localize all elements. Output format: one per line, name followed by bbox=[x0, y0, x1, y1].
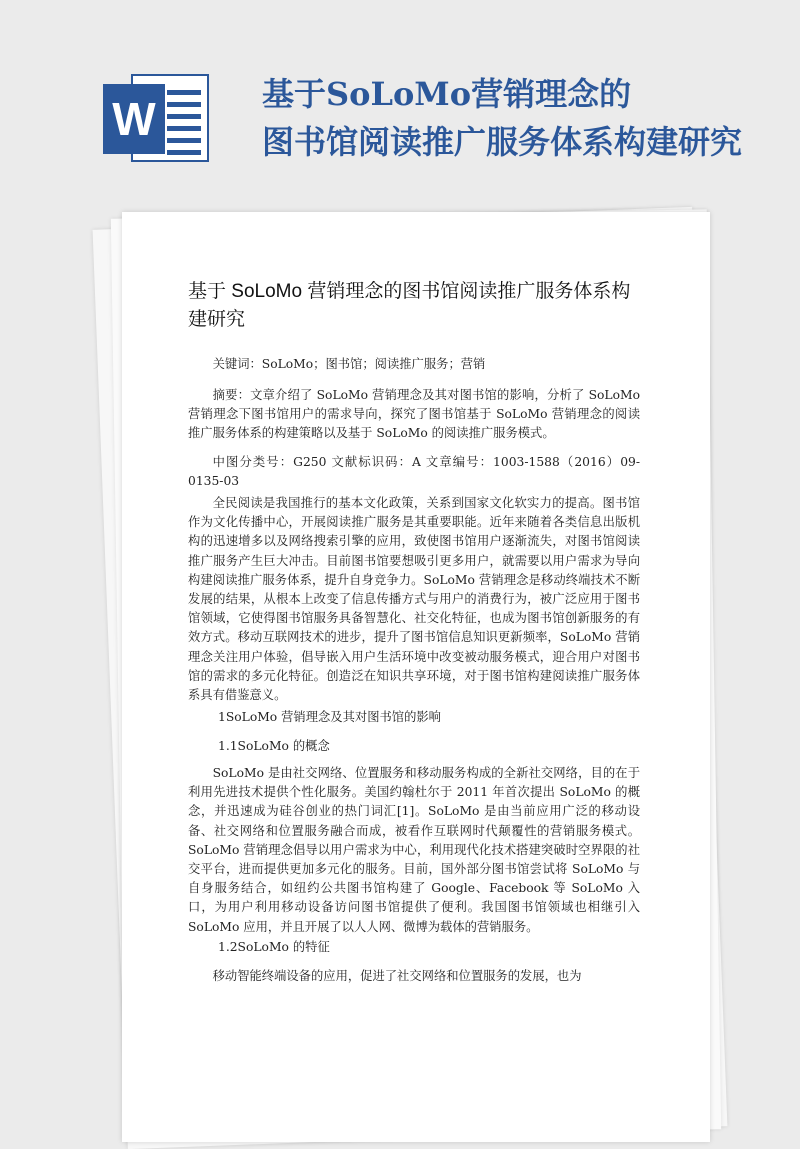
abstract: 摘要：文章介绍了 SoLoMo 营销理念及其对图书馆的影响，分析了 SoLoMo 营销理念下图书馆用户的需求导向，探究了图书馆基于 SoLoMo 营销理念的阅读推广服务体系的构建策略以及基于 SoLoMo 的阅读推广服务模式。 bbox=[188, 388, 640, 441]
word-logo-letter: W bbox=[103, 84, 165, 154]
document-page bbox=[122, 212, 710, 1142]
section-heading-1: 1SoLoMo 营销理念及其对图书馆的影响 bbox=[218, 710, 441, 724]
keywords: 关键词：SoLoMo；图书馆；阅读推广服务；营销 bbox=[212, 357, 486, 371]
banner-title-line1: 基于SoLoMo营销理念的 bbox=[262, 75, 632, 113]
section-1-1-paragraph: SoLoMo 是由社交网络、位置服务和移动服务构成的全新社交网络，目的在于利用先进技术提供个性化服务。美国约翰杜尔于 2011 年首次提出 SoLoMo 的概念，并迅速成为硅谷创业的热门词汇[1]。SoLoMo 是由当前应用广泛的移动设备、社交网络和位置服务融合而成，被看作互联网时代颠覆性的营销服务模式。SoLoMo 营销理念倡导以用户需求为中心，利用现代化技术搭建突破时空界限的社交平台，进而提供更加多元化的服务。目前，国外部分图书馆尝试将 SoLoMo 与自身服务结合，如纽约公共图书馆构建了 Google、Facebook 等 SoLoMo 入口，为用户利用移动设备访问图书馆提供了便利。我国图书馆领域也相继引入 SoLoMo 应用，并且开展了以人人网、微博为载体的营销服务。 bbox=[188, 766, 640, 934]
banner-title-line2: 图书馆阅读推广服务体系构建研究 bbox=[262, 123, 743, 161]
banner-title bbox=[262, 70, 742, 166]
classification-info: 中图分类号：G250 文献标识码：A 文章编号：1003-1588（2016）09-0135-03 bbox=[188, 455, 640, 489]
section-heading-1-1: 1.1SoLoMo 的概念 bbox=[218, 739, 330, 753]
section-1-2-paragraph: 移动智能终端设备的应用，促进了社交网络和位置服务的发展，也为 bbox=[212, 969, 582, 983]
banner bbox=[0, 0, 800, 210]
document-title: 基于 SoLoMo 营销理念的图书馆阅读推广服务体系构建研究 bbox=[188, 281, 631, 330]
word-document-icon bbox=[103, 68, 213, 168]
section-heading-1-2: 1.2SoLoMo 的特征 bbox=[218, 940, 330, 954]
intro-paragraph: 全民阅读是我国推行的基本文化政策，关系到国家文化软实力的提高。图书馆作为文化传播中心，开展阅读推广服务是其重要职能。近年来随着各类信息出版机构的迅速增多以及网络搜索引擎的应用，致使图书馆用户逐渐流失，对图书馆阅读推广服务产生巨大冲击。目前图书馆要想吸引更多用户，就需要以用户需求为导向构建阅读推广服务体系，提升自身竞争力。SoLoMo 营销理念是移动终端技术不断发展的结果，从根本上改变了信息传播方式与用户的消费行为，被广泛应用于图书馆领域，它使得图书馆服务具备智慧化、社交化特征，也成为图书馆创新服务的有效方式。移动互联网技术的进步，提升了图书馆信息知识更新频率，SoLoMo 营销理念关注用户体验，倡导嵌入用户生活环境中改变被动服务模式，迎合用户对图书馆的需求的多元化特征。创造泛在知识共享环境，对于图书馆构建阅读推广服务体系具有借鉴意义。 bbox=[188, 496, 640, 703]
